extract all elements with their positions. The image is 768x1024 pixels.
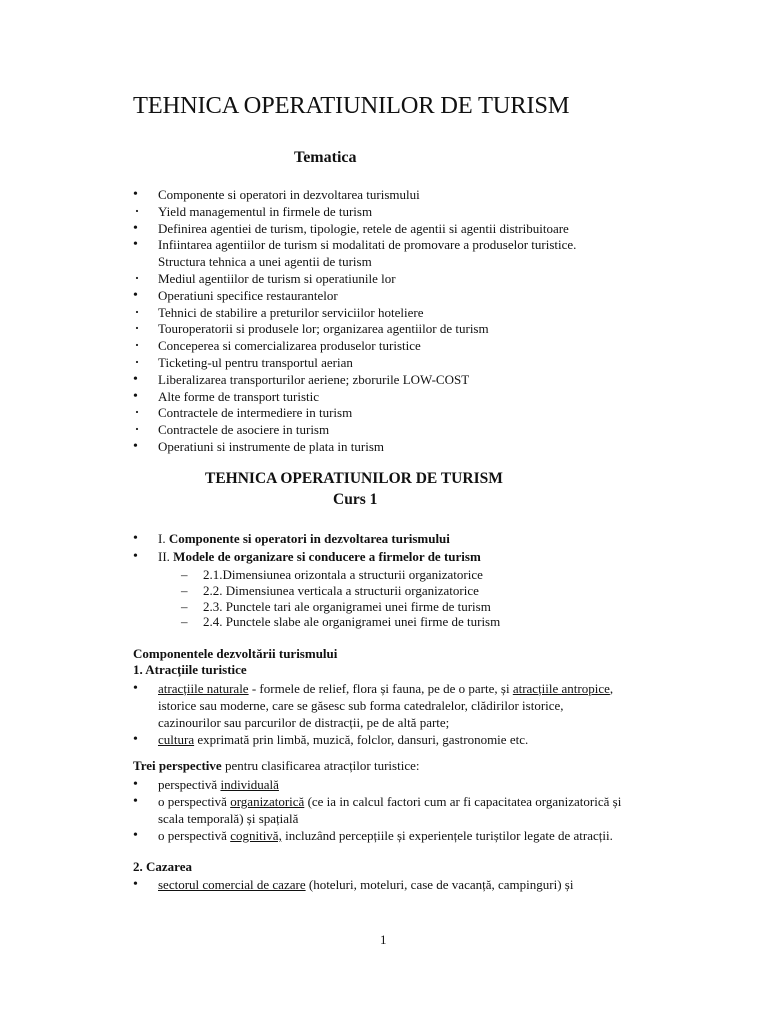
- list-item: • Componente si operatori in dezvoltarea turismului: [133, 187, 653, 204]
- cazare-heading: 2. Cazarea: [133, 859, 192, 874]
- term-cognitive: cognitivă,: [230, 828, 282, 843]
- list-item: · Ticketing-ul pentru transportul aerian: [133, 355, 653, 372]
- perspectives-bold: Trei perspective: [133, 758, 222, 773]
- list-item: · Yield managementul in firmele de turism: [133, 204, 653, 221]
- term-organizational: organizatorică: [230, 794, 305, 809]
- list-item: · Tehnici de stabilire a preturilor serviciilor hoteliere: [133, 305, 653, 322]
- list-item: · Contractele de asociere in turism: [133, 422, 653, 439]
- list-item: • Definirea agentiei de turism, tipologie, retele de agentii si agentii distribuitoare: [133, 221, 653, 238]
- list-item: – 2.3. Punctele tari ale organigramei unei firme de turism: [181, 599, 500, 615]
- section-subtitle: Tematica: [294, 149, 357, 166]
- text-span: istorice sau moderne, care se găsesc sub forma catedralelor, clădirilor istorice,: [158, 698, 564, 713]
- text-span: scala temporală) și spațială: [158, 811, 299, 826]
- list-item: [133, 680, 653, 731]
- cazare-list: [133, 877, 673, 894]
- list-item: · Mediul agentiilor de turism si operatiunile lor: [133, 271, 653, 288]
- term-culture: cultura: [158, 732, 195, 747]
- list-item: · Contractele de intermediere in turism: [133, 405, 653, 422]
- list-item: – 2.4. Punctele slabe ale organigramei unei firme de turism: [181, 614, 500, 630]
- text-span: o perspectivă: [158, 794, 231, 809]
- text-span: (ce ia in calcul factori cum ar fi capacitatea organizatorică și: [304, 794, 622, 809]
- document-title: TEHNICA OPERATIUNILOR DE TURISM: [133, 92, 570, 119]
- list-item: [133, 530, 653, 548]
- list-item: [133, 548, 653, 566]
- perspectives-intro: [133, 758, 419, 774]
- item-text: Modele de organizare si conducere a firmelor de turism: [173, 549, 481, 564]
- topics-list: [133, 187, 653, 456]
- course-title: TEHNICA OPERATIUNILOR DE TURISM: [205, 470, 503, 487]
- text-span: (hoteluri, moteluri, case de vacanță, campinguri) și: [305, 877, 574, 892]
- list-item: – 2.2. Dimensiunea verticala a structurii organizatorice: [181, 583, 500, 599]
- list-item-text: Structura tehnica a unei agentii de turism: [158, 254, 372, 270]
- list-item: • Operatiuni specifice restaurantelor: [133, 288, 653, 305]
- item-text: Componente si operatori in dezvoltarea turismului: [168, 531, 450, 546]
- text-span: perspectivă: [158, 777, 221, 792]
- text-span: cazinourilor sau parcurilor de distracții, pe de altă parte;: [158, 715, 450, 730]
- list-item: [133, 793, 653, 827]
- components-heading: Componentele dezvoltării turismului: [133, 646, 338, 661]
- term-natural: atracțiile naturale: [158, 681, 249, 696]
- text-span: pentru clasificarea atracților turistice:: [221, 758, 420, 773]
- list-item: – 2.1.Dimensiunea orizontala a structurii organizatorice: [181, 567, 500, 583]
- text-span: incluzând percepțiile și experiențele turiștilor legate de atracții.: [281, 828, 613, 843]
- list-item-text: Infiintarea agentiilor de turism si modalitati de promovare a produselor turistice.: [158, 237, 577, 253]
- list-item: [133, 776, 653, 793]
- perspectives-list: [133, 776, 653, 844]
- list-item: · Touroperatorii si produsele lor; organizarea agentiilor de turism: [133, 321, 653, 338]
- text-span: ,: [609, 681, 614, 696]
- list-item: [133, 731, 653, 748]
- list-item: [133, 237, 653, 271]
- item-number: II.: [158, 549, 170, 564]
- list-item: · Conceperea si comercializarea produselor turistice: [133, 338, 653, 355]
- list-item: • Alte forme de transport turistic: [133, 389, 653, 406]
- term-antropic: atracțiile antropice: [512, 681, 610, 696]
- attractions-heading: 1. Atracțiile turistice: [133, 662, 247, 677]
- list-item: • Operatiuni si instrumente de plata in turism: [133, 439, 653, 456]
- attractions-list: [133, 680, 653, 748]
- list-item: • Liberalizarea transporturilor aeriene; zborurile LOW-COST: [133, 372, 653, 389]
- item-number: I.: [158, 531, 166, 546]
- text-span: exprimată prin limbă, muzică, folclor, dansuri, gastronomie etc.: [194, 732, 529, 747]
- page-number: 1: [380, 932, 387, 947]
- text-span: o perspectivă: [158, 828, 231, 843]
- list-item: [133, 827, 653, 844]
- course-subitems: [181, 567, 500, 630]
- term-commercial: sectorul comercial de cazare: [158, 877, 306, 892]
- term-individual: individuală: [220, 777, 279, 792]
- list-item: [133, 877, 673, 894]
- text-span: - formele de relief, flora și fauna, pe de o parte, și: [248, 681, 513, 696]
- course-outline: [133, 530, 653, 566]
- course-number: Curs 1: [333, 491, 378, 508]
